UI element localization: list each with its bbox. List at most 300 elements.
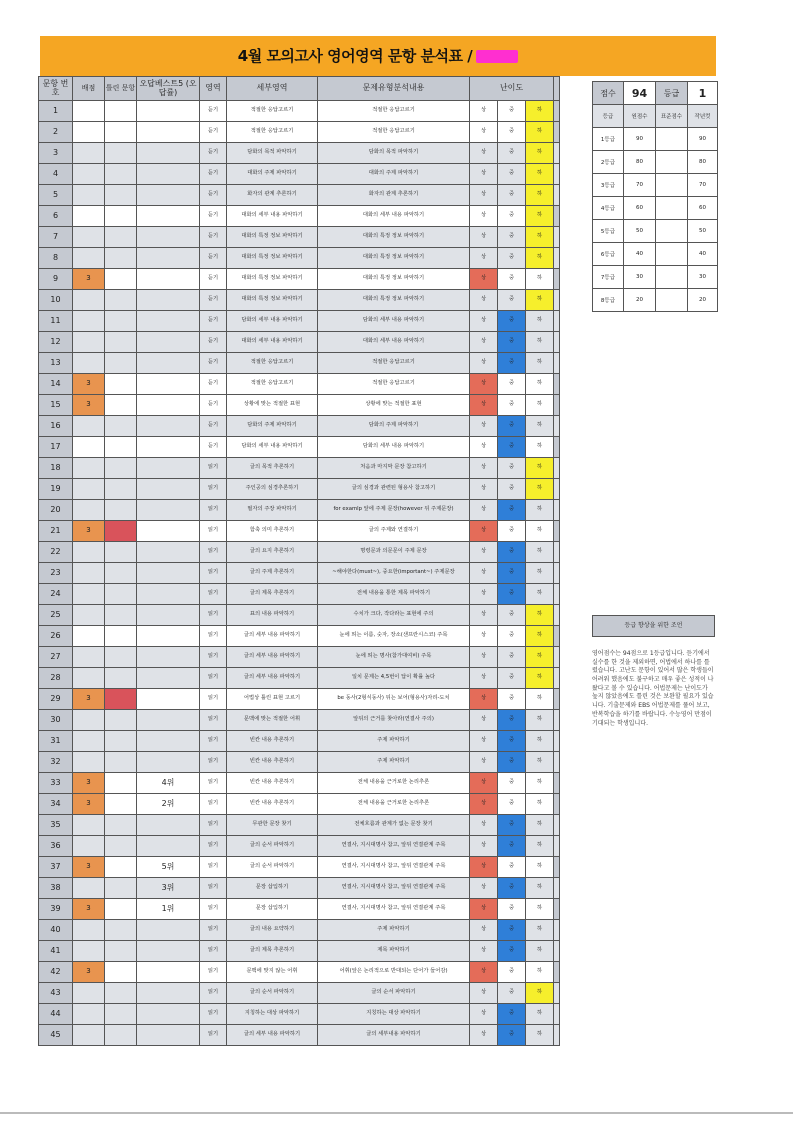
subarea-cell: 무관한 문장 찾기 (227, 815, 318, 836)
grade-cell-raw: 90 (624, 128, 656, 151)
oddbest-cell (137, 626, 200, 647)
level-cell: 상 (470, 605, 498, 626)
oddbest-cell (137, 290, 200, 311)
row-spacer (554, 353, 560, 374)
area-cell: 읽기 (200, 752, 227, 773)
question-number: 6 (39, 206, 73, 227)
area-cell: 듣기 (200, 248, 227, 269)
level-cell: 중 (498, 374, 526, 395)
level-cell: 상 (470, 248, 498, 269)
level-cell: 하 (526, 836, 554, 857)
table-row (39, 395, 560, 416)
wrong-marker-cell (105, 710, 137, 731)
level-cell: 중 (498, 542, 526, 563)
level-cell: 상 (470, 122, 498, 143)
wrong-marker-cell (105, 521, 137, 542)
row-spacer (554, 143, 560, 164)
grade-row (593, 174, 718, 197)
points-cell (73, 584, 105, 605)
level-cell: 상 (470, 689, 498, 710)
question-number: 23 (39, 563, 73, 584)
analysis-cell: for examlp 앞에 주제 문장(however 뒤 주제문장) (318, 500, 470, 521)
grade-cell-last: 40 (688, 243, 718, 266)
row-spacer (554, 248, 560, 269)
table-row (39, 584, 560, 605)
subarea-cell: 글의 세부 내용 파악하기 (227, 626, 318, 647)
header-spacer (554, 77, 560, 101)
analysis-cell: 적절한 응답고르기 (318, 101, 470, 122)
analysis-cell: 지칭하는 대상 파악하기 (318, 1004, 470, 1025)
row-spacer (554, 836, 560, 857)
subarea-cell: 빈칸 내용 추론하기 (227, 731, 318, 752)
row-spacer (554, 752, 560, 773)
wrong-marker-cell (105, 311, 137, 332)
oddbest-cell (137, 416, 200, 437)
level-cell: 상 (470, 311, 498, 332)
points-cell: 3 (73, 395, 105, 416)
level-cell: 상 (470, 857, 498, 878)
grade-cell-g: 2등급 (593, 151, 624, 174)
subarea-cell: 지칭하는 대상 파악하기 (227, 1004, 318, 1025)
level-cell: 중 (498, 1025, 526, 1046)
area-cell: 읽기 (200, 920, 227, 941)
row-spacer (554, 185, 560, 206)
question-number: 26 (39, 626, 73, 647)
question-number: 45 (39, 1025, 73, 1046)
level-cell: 중 (498, 437, 526, 458)
level-cell: 상 (470, 500, 498, 521)
oddbest-cell: 1위 (137, 899, 200, 920)
subarea-cell: 글의 제목 추론하기 (227, 584, 318, 605)
level-cell: 상 (470, 668, 498, 689)
points-cell (73, 122, 105, 143)
level-cell: 중 (498, 962, 526, 983)
points-cell (73, 941, 105, 962)
level-cell: 상 (470, 920, 498, 941)
analysis-cell: 대화의 특정 정보 파악하기 (318, 248, 470, 269)
analysis-cell: 적절한 응답고르기 (318, 374, 470, 395)
oddbest-cell (137, 962, 200, 983)
row-spacer (554, 794, 560, 815)
area-cell: 읽기 (200, 983, 227, 1004)
subarea-cell: 대화의 특정 정보 파악하기 (227, 227, 318, 248)
row-spacer (554, 290, 560, 311)
level-cell: 중 (498, 563, 526, 584)
level-cell: 상 (470, 899, 498, 920)
table-row (39, 710, 560, 731)
level-cell: 하 (526, 500, 554, 521)
row-spacer (554, 899, 560, 920)
oddbest-cell (137, 584, 200, 605)
analysis-cell: 글의 세부내용 파악하기 (318, 1025, 470, 1046)
level-cell: 상 (470, 206, 498, 227)
analysis-cell: 처음과 마지막 문장 참고하기 (318, 458, 470, 479)
level-cell: 상 (470, 332, 498, 353)
question-number: 11 (39, 311, 73, 332)
question-number: 34 (39, 794, 73, 815)
subarea-cell: 글의 순서 파악하기 (227, 983, 318, 1004)
wrong-marker-cell (105, 794, 137, 815)
level-cell: 중 (498, 647, 526, 668)
area-cell: 읽기 (200, 647, 227, 668)
wrong-marker-cell (105, 878, 137, 899)
oddbest-cell (137, 353, 200, 374)
subarea-cell: 상황에 맞는 적절한 표현 (227, 395, 318, 416)
oddbest-cell: 3위 (137, 878, 200, 899)
row-spacer (554, 773, 560, 794)
points-cell (73, 311, 105, 332)
analysis-cell: 글의 순서 파악하기 (318, 983, 470, 1004)
subarea-cell: 글의 순서 파악하기 (227, 857, 318, 878)
area-cell: 읽기 (200, 626, 227, 647)
page-title-text: 4월 모의고사 영어영역 문항 분석표 / (237, 47, 473, 65)
area-cell: 읽기 (200, 899, 227, 920)
analysis-cell: 연결사, 지시대명사 참고, 앞뒤 연결관계 주목 (318, 857, 470, 878)
level-cell: 상 (470, 710, 498, 731)
oddbest-cell (137, 542, 200, 563)
level-cell: 상 (470, 269, 498, 290)
table-row (39, 311, 560, 332)
question-number: 7 (39, 227, 73, 248)
wrong-marker-cell (105, 941, 137, 962)
level-cell: 하 (526, 794, 554, 815)
points-cell (73, 542, 105, 563)
wrong-marker-cell (105, 101, 137, 122)
analysis-cell: 눈에 띄는 이름, 숫자, 장소(샌프란시스코) 주목 (318, 626, 470, 647)
question-number: 4 (39, 164, 73, 185)
wrong-marker-cell (105, 332, 137, 353)
oddbest-cell (137, 479, 200, 500)
analysis-cell: 담화의 세부 내용 파악하기 (318, 311, 470, 332)
level-cell: 상 (470, 290, 498, 311)
grade-cell-last: 60 (688, 197, 718, 220)
analysis-cell: 눈에 띄는 명사(참가대여비) 주목 (318, 647, 470, 668)
level-cell: 중 (498, 290, 526, 311)
level-cell: 하 (526, 1004, 554, 1025)
oddbest-cell (137, 185, 200, 206)
table-row (39, 647, 560, 668)
row-spacer (554, 500, 560, 521)
grade-row (593, 289, 718, 312)
subarea-cell: 글의 제목 추론하기 (227, 941, 318, 962)
analysis-cell: 명령문과 의문문이 주제 문장 (318, 542, 470, 563)
analysis-cell: 적절한 응답고르기 (318, 353, 470, 374)
level-cell: 하 (526, 248, 554, 269)
area-cell: 듣기 (200, 416, 227, 437)
level-cell: 하 (526, 206, 554, 227)
level-cell: 중 (498, 416, 526, 437)
level-cell: 하 (526, 353, 554, 374)
area-cell: 읽기 (200, 710, 227, 731)
level-cell: 하 (526, 605, 554, 626)
row-spacer (554, 857, 560, 878)
grade-row (593, 266, 718, 289)
subarea-cell: 화자의 관계 추론하기 (227, 185, 318, 206)
level-cell: 중 (498, 500, 526, 521)
level-cell: 중 (498, 731, 526, 752)
row-spacer (554, 542, 560, 563)
wrong-marker-cell (105, 815, 137, 836)
level-cell: 중 (498, 794, 526, 815)
grade-row (593, 243, 718, 266)
level-cell: 상 (470, 773, 498, 794)
question-number: 37 (39, 857, 73, 878)
wrong-marker-cell (105, 836, 137, 857)
level-cell: 상 (470, 185, 498, 206)
level-cell: 하 (526, 584, 554, 605)
level-cell: 중 (498, 332, 526, 353)
analysis-table (38, 76, 560, 1046)
area-cell: 읽기 (200, 479, 227, 500)
level-cell: 상 (470, 353, 498, 374)
wrong-marker-cell (105, 122, 137, 143)
points-cell (73, 815, 105, 836)
level-cell: 하 (526, 143, 554, 164)
table-row (39, 206, 560, 227)
oddbest-cell (137, 227, 200, 248)
wrong-marker-cell (105, 290, 137, 311)
row-spacer (554, 332, 560, 353)
oddbest-cell (137, 1004, 200, 1025)
subarea-cell: 어법상 틀린 표현 고르기 (227, 689, 318, 710)
level-cell: 하 (526, 521, 554, 542)
question-number: 9 (39, 269, 73, 290)
oddbest-cell (137, 374, 200, 395)
question-number: 21 (39, 521, 73, 542)
level-cell: 중 (498, 143, 526, 164)
table-row (39, 731, 560, 752)
level-cell: 하 (526, 290, 554, 311)
area-cell: 듣기 (200, 374, 227, 395)
grade-cell-last: 20 (688, 289, 718, 312)
level-cell: 상 (470, 101, 498, 122)
row-spacer (554, 941, 560, 962)
level-cell: 중 (498, 983, 526, 1004)
score-row (593, 82, 718, 105)
row-spacer (554, 920, 560, 941)
wrong-marker-cell (105, 500, 137, 521)
question-number: 22 (39, 542, 73, 563)
points-cell (73, 290, 105, 311)
score-table (592, 81, 718, 312)
wrong-marker-cell (105, 395, 137, 416)
wrong-marker-cell (105, 374, 137, 395)
grade-cell-raw: 20 (624, 289, 656, 312)
level-cell: 상 (470, 416, 498, 437)
analysis-cell: 상황에 맞는 적절한 표현 (318, 395, 470, 416)
question-number: 2 (39, 122, 73, 143)
table-row (39, 122, 560, 143)
subarea-cell: 빈칸 내용 추론하기 (227, 794, 318, 815)
table-row (39, 374, 560, 395)
header-no: 문항 번호 (39, 77, 73, 101)
table-row (39, 626, 560, 647)
level-cell: 중 (498, 584, 526, 605)
table-row (39, 752, 560, 773)
oddbest-cell (137, 164, 200, 185)
area-cell: 읽기 (200, 668, 227, 689)
level-cell: 중 (498, 899, 526, 920)
col-grade: 등급 (593, 105, 624, 128)
table-row (39, 542, 560, 563)
table-row (39, 479, 560, 500)
level-cell: 하 (526, 479, 554, 500)
row-spacer (554, 416, 560, 437)
wrong-marker-cell (105, 353, 137, 374)
row-spacer (554, 689, 560, 710)
subarea-cell: 적절한 응답고르기 (227, 122, 318, 143)
wrong-marker-cell (105, 416, 137, 437)
subarea-cell: 적절한 응답고르기 (227, 353, 318, 374)
points-cell: 3 (73, 374, 105, 395)
oddbest-cell (137, 563, 200, 584)
subarea-cell: 글의 세부 내용 파악하기 (227, 647, 318, 668)
area-cell: 읽기 (200, 563, 227, 584)
table-row (39, 836, 560, 857)
grade-cell-g: 4등급 (593, 197, 624, 220)
analysis-cell: 담화의 목적 파악하기 (318, 143, 470, 164)
analysis-cell: 수치가 크다, 작다라는 표현에 주의 (318, 605, 470, 626)
wrong-marker-cell (105, 1004, 137, 1025)
table-row (39, 353, 560, 374)
area-cell: 듣기 (200, 206, 227, 227)
points-cell: 3 (73, 794, 105, 815)
area-cell: 듣기 (200, 185, 227, 206)
grade-row (593, 197, 718, 220)
grade-cell-last: 90 (688, 128, 718, 151)
question-number: 38 (39, 878, 73, 899)
oddbest-cell (137, 941, 200, 962)
level-cell: 중 (498, 164, 526, 185)
wrong-marker-cell (105, 542, 137, 563)
level-cell: 하 (526, 122, 554, 143)
level-cell: 하 (526, 773, 554, 794)
question-number: 27 (39, 647, 73, 668)
header-wrong: 틀린 문항 (105, 77, 137, 101)
question-number: 41 (39, 941, 73, 962)
table-row (39, 605, 560, 626)
area-cell: 듣기 (200, 269, 227, 290)
area-cell: 듣기 (200, 227, 227, 248)
level-cell: 하 (526, 857, 554, 878)
row-spacer (554, 269, 560, 290)
points-cell (73, 248, 105, 269)
area-cell: 읽기 (200, 500, 227, 521)
analysis-cell: ~해야한다(must~), 중요한(important~) 주제문장 (318, 563, 470, 584)
area-cell: 읽기 (200, 1004, 227, 1025)
points-cell (73, 458, 105, 479)
subarea-cell: 담화의 세부 내용 파악하기 (227, 437, 318, 458)
header-level: 난이도 (470, 77, 554, 101)
oddbest-cell (137, 920, 200, 941)
analysis-cell: 연결사, 지시대명사 참고, 앞뒤 연결관계 주목 (318, 836, 470, 857)
question-number: 43 (39, 983, 73, 1004)
level-cell: 하 (526, 731, 554, 752)
level-cell: 하 (526, 374, 554, 395)
redacted-name (476, 50, 518, 63)
grade-cell-std (656, 197, 688, 220)
question-number: 17 (39, 437, 73, 458)
analysis-cell: 제목 파악하기 (318, 941, 470, 962)
table-row (39, 269, 560, 290)
level-cell: 상 (470, 521, 498, 542)
question-number: 10 (39, 290, 73, 311)
row-spacer (554, 962, 560, 983)
title-bar (40, 36, 716, 76)
grade-row (593, 151, 718, 174)
wrong-marker-cell (105, 731, 137, 752)
wrong-marker-cell (105, 206, 137, 227)
level-cell: 하 (526, 437, 554, 458)
grade-label: 등급 (656, 82, 688, 105)
area-cell: 듣기 (200, 290, 227, 311)
level-cell: 중 (498, 1004, 526, 1025)
area-cell: 듣기 (200, 437, 227, 458)
table-row (39, 899, 560, 920)
subarea-cell: 문장 삽입하기 (227, 878, 318, 899)
row-spacer (554, 164, 560, 185)
grade-cell-std (656, 174, 688, 197)
wrong-marker-cell (105, 689, 137, 710)
level-cell: 상 (470, 584, 498, 605)
question-number: 5 (39, 185, 73, 206)
table-row (39, 332, 560, 353)
points-cell (73, 1004, 105, 1025)
points-cell: 3 (73, 962, 105, 983)
level-cell: 상 (470, 542, 498, 563)
analysis-cell: 연결사, 지시대명사 참고, 앞뒤 연결관계 주목 (318, 899, 470, 920)
level-cell: 하 (526, 458, 554, 479)
level-cell: 하 (526, 1025, 554, 1046)
col-last: 작년컷 (688, 105, 718, 128)
oddbest-cell: 4위 (137, 773, 200, 794)
table-row (39, 857, 560, 878)
wrong-marker-cell (105, 269, 137, 290)
question-number: 16 (39, 416, 73, 437)
wrong-marker-cell (105, 983, 137, 1004)
points-cell (73, 731, 105, 752)
table-row (39, 248, 560, 269)
grade-cell-last: 30 (688, 266, 718, 289)
area-cell: 듣기 (200, 143, 227, 164)
points-cell: 3 (73, 899, 105, 920)
analysis-cell: 적절한 응답고르기 (318, 122, 470, 143)
subarea-cell: 대화의 세부 내용 파악하기 (227, 206, 318, 227)
grade-cell-g: 5등급 (593, 220, 624, 243)
level-cell: 상 (470, 437, 498, 458)
area-cell: 읽기 (200, 815, 227, 836)
header-oddbest: 오답베스트5 (오답률) (137, 77, 200, 101)
oddbest-cell (137, 836, 200, 857)
question-number: 14 (39, 374, 73, 395)
level-cell: 상 (470, 962, 498, 983)
header-analysis: 문제유형분석내용 (318, 77, 470, 101)
analysis-cell: 전체 내용을 근거로한 논리추론 (318, 773, 470, 794)
row-spacer (554, 227, 560, 248)
points-cell (73, 836, 105, 857)
points-cell: 3 (73, 269, 105, 290)
wrong-marker-cell (105, 773, 137, 794)
analysis-cell: 대화의 특정 정보 파악하기 (318, 290, 470, 311)
question-number: 44 (39, 1004, 73, 1025)
oddbest-cell (137, 143, 200, 164)
grade-cell-std (656, 220, 688, 243)
row-spacer (554, 731, 560, 752)
subarea-cell: 주인공의 심경추론하기 (227, 479, 318, 500)
grade-cell-std (656, 266, 688, 289)
row-spacer (554, 584, 560, 605)
oddbest-cell (137, 983, 200, 1004)
